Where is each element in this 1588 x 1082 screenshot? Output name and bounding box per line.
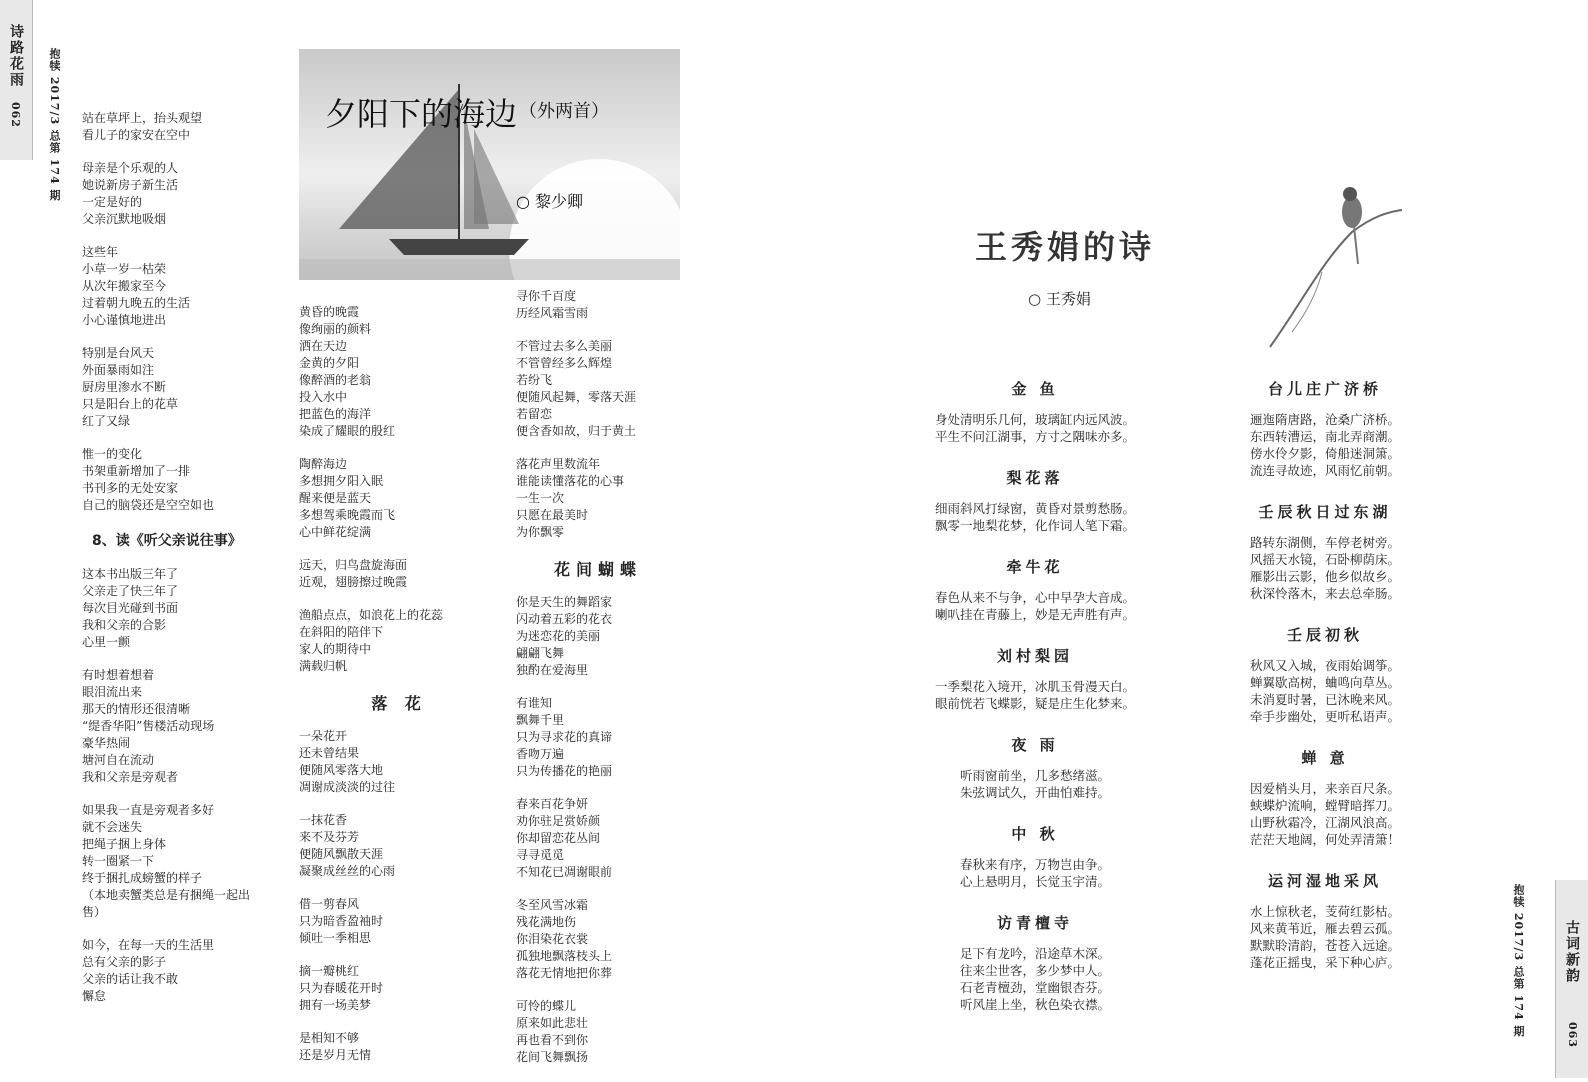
classical-poem-title: 壬辰秋日过东湖: [1258, 503, 1392, 521]
poem-line: 近观，翅膀擦过晚霞: [299, 575, 408, 589]
poem-line: 母亲是个乐观的人: [82, 161, 179, 175]
poem-line: 落花声里数流年: [516, 457, 601, 471]
classical-poem: [920, 467, 1150, 534]
classical-poem-line: 往来尘世客，多少梦中人。: [959, 963, 1110, 978]
poem-line: 投入水中: [299, 390, 348, 404]
stanza: [516, 695, 716, 780]
poem-line: 一抹花香: [299, 813, 348, 827]
poem-line: 把蓝色的海洋: [299, 407, 372, 421]
classical-poem: [920, 645, 1150, 712]
classical-poem-line: 足下有龙吟，沿途草木深。: [959, 946, 1110, 961]
classical-poem-title: 金 鱼: [1011, 380, 1059, 398]
poem-line: 像醉酒的老翁: [299, 373, 372, 387]
poem-line: 多想拥夕阳入眠: [299, 474, 384, 488]
classical-poem-title: 刘村梨园: [996, 647, 1073, 665]
classical-poem: [1235, 870, 1415, 971]
poem-line: 不知花已凋谢眼前: [516, 865, 613, 879]
poem-line: “缇香华阳”售楼活动现场: [82, 719, 215, 733]
classical-poem-line: 秋深怜落木，来去总牵肠。: [1249, 586, 1400, 601]
poem-line: 售）: [82, 905, 107, 919]
poem-line: 你泪染花衣裳: [516, 932, 589, 946]
classical-poem: [920, 734, 1150, 801]
banner-subtitle: （外两首）: [519, 101, 609, 122]
classical-poem-line: 东西转漕运，南北弄商潮。: [1249, 429, 1400, 444]
classical-poem-line: 春秋来有序，万物岂由争。: [959, 857, 1110, 872]
poem-line: 再也看不到你: [516, 1033, 589, 1047]
classical-poem-line: 平生不问江湖事，方寸之隅味亦多。: [934, 429, 1135, 444]
classical-poem-title: 台儿庄广济桥: [1267, 380, 1382, 398]
poem-line: 还未曾结果: [299, 746, 360, 760]
classical-poem-line: 牵手步幽处，更听私语声。: [1249, 709, 1400, 724]
stanza: [516, 338, 716, 440]
poem-line: 转一圈紧一下: [82, 854, 155, 868]
poem-line: 谁能读懂落花的心事: [516, 474, 625, 488]
column-3: [516, 288, 716, 1082]
stanza: [299, 557, 499, 591]
poem-line: 闪动着五彩的花衣: [516, 612, 613, 626]
poem-line: 来不及芬芳: [299, 830, 360, 844]
title-banner: [299, 49, 680, 280]
poem-line: 翩翩飞舞: [516, 646, 565, 660]
classical-poem-line: 逦迤隋唐路，沧桑广济桥。: [1249, 412, 1400, 427]
poem-line: 为你飘零: [516, 525, 565, 539]
column-3-stanzas-after: [516, 594, 716, 1066]
poem-line: 凝聚成丝丝的心雨: [299, 864, 396, 878]
classical-poem-line: 听风崖上坐，秋色染衣襟。: [959, 997, 1110, 1012]
classical-poem: [1235, 501, 1415, 602]
poem-title-butterfly: 花间蝴蝶: [554, 560, 643, 579]
stanza: [299, 728, 499, 796]
poem-line: 小心谨慎地进出: [82, 313, 167, 327]
poem-line: 寻你千百度: [516, 289, 577, 303]
poem-line: 若留恋: [516, 407, 553, 421]
stanza: [82, 566, 282, 651]
classical-poem: [1235, 747, 1415, 848]
poem-line: 塘河自在流动: [82, 753, 155, 767]
poem-line: 便随风飘散天涯: [299, 847, 384, 861]
column-3-stanzas-before: [516, 288, 716, 541]
column-1: [82, 110, 282, 1021]
poem-line: 豪华热闹: [82, 736, 131, 750]
poem-line: 有时想着想着: [82, 668, 155, 682]
classical-poem-line: 风摇天水镜，石卧柳荫床。: [1249, 552, 1400, 567]
poem-line: （本地卖蟹类总是有捆绳一起出: [82, 888, 251, 902]
poem-line: 懈怠: [82, 989, 107, 1003]
bird-on-branch-illustration: [1262, 182, 1407, 352]
classical-poem-line: 一季梨花入境开，冰肌玉骨漫天白。: [934, 679, 1135, 694]
poem-line: 为迷恋花的美丽: [516, 629, 601, 643]
poem-line: 多想驾乘晚霞而飞: [299, 508, 396, 522]
classical-poem-line: 水上惊秋老，芰荷红影枯。: [1249, 904, 1400, 919]
classical-poem-title: 中 秋: [1011, 825, 1059, 843]
poem-line: 摘一瓣桃红: [299, 964, 360, 978]
stanza: [516, 796, 716, 881]
banner-author: ○ 黎少卿: [516, 192, 584, 211]
stanza: [516, 288, 716, 322]
classical-poem-title: 牵牛花: [1006, 558, 1064, 576]
poem-line: 劝你驻足赏娇颜: [516, 814, 601, 828]
right-issue-info: 抱犊 2017/3 总第 174 期: [1512, 884, 1525, 1038]
column-2-stanzas-after: [299, 728, 499, 1064]
poem-line: 可怜的蝶儿: [516, 999, 577, 1013]
poem-line: 就不会迷失: [82, 820, 143, 834]
classical-poem: [920, 823, 1150, 890]
poem-line: 满载归帆: [299, 659, 348, 673]
classical-poems-left: [920, 378, 1150, 1035]
classical-poem-line: 蛱蝶炉流响，螳臂暗挥刀。: [1249, 798, 1400, 813]
classical-poem: [920, 912, 1150, 1013]
poem-line: 父亲沉默地吸烟: [82, 212, 167, 226]
stanza: [82, 244, 282, 329]
poem-line: 渔船点点，如浪花上的花蕊: [299, 608, 444, 622]
classical-poem-line: 眼前恍若飞蝶影，疑是庄生化梦来。: [934, 696, 1135, 711]
poem-line: 像绚丽的颜料: [299, 322, 372, 336]
poem-line: 家人的期待中: [299, 642, 372, 656]
classical-poem-title: 蝉 意: [1301, 749, 1349, 767]
poem-line: 如果我一直是旁观者多好: [82, 803, 215, 817]
right-page-title: 王秀娟的诗: [975, 228, 1156, 266]
left-column-label: 诗路花雨: [8, 24, 24, 88]
classical-poem-line: 身处清明乐几何，玻璃缸内远风波。: [934, 412, 1135, 427]
poem-line: 倾吐一季相思: [299, 931, 372, 945]
column-2: [299, 304, 499, 1080]
poem-line: 惟一的变化: [82, 447, 143, 461]
classical-poem-line: 流连寻故迹，风雨忆前朝。: [1249, 463, 1400, 478]
stanza: [299, 607, 499, 675]
poem-line: 落花无情地把你葬: [516, 966, 613, 980]
classical-poem: [920, 556, 1150, 623]
poem-line: 把绳子捆上身体: [82, 837, 167, 851]
classical-poem: [1235, 378, 1415, 479]
classical-poem-line: 默默聆清韵，苍苍入远途。: [1249, 938, 1400, 953]
poem-line: 不管过去多么美丽: [516, 339, 613, 353]
poem-line: 父亲走了快三年了: [82, 584, 179, 598]
poem-line: 凋谢成淡淡的过往: [299, 780, 396, 794]
stanza: [516, 998, 716, 1066]
classical-poem-line: 未消夏时暑，已沐晚来风。: [1249, 692, 1400, 707]
classical-poem: [920, 378, 1150, 445]
poem-line: 你却留恋花丛间: [516, 831, 601, 845]
poem-line: 不管曾经多么辉煌: [516, 356, 613, 370]
poem-line: 还是岁月无情: [299, 1048, 372, 1062]
poem-line: 拥有一场美梦: [299, 998, 372, 1012]
poem-line: 如今，在每一天的生活里: [82, 938, 215, 952]
poem-line: 看儿子的家安在空中: [82, 128, 191, 142]
poem-line: 从次年搬家至今: [82, 279, 167, 293]
poem-line: 有谁知: [516, 696, 553, 710]
poem-line: 醒来便是蓝天: [299, 491, 372, 505]
poem-line: 心中鲜花绽满: [299, 525, 372, 539]
classical-poem-line: 喇叭挂在青藤上，妙是无声胜有声。: [934, 607, 1135, 622]
stanza: [299, 963, 499, 1014]
poem-line: 便随风零落大地: [299, 763, 384, 777]
stanza: [299, 812, 499, 880]
sailboat-illustration: [299, 49, 680, 280]
classical-poem-title: 访青檀寺: [996, 914, 1073, 932]
poem-line: 那天的情形还很清晰: [82, 702, 191, 716]
poem-line: 她说新房子新生活: [82, 178, 179, 192]
poem-line: 春来百花争妍: [516, 797, 589, 811]
right-column-label: 古词新韵: [1564, 920, 1580, 984]
column-2-stanzas-before: [299, 304, 499, 675]
stanza: [299, 456, 499, 541]
poem-line: 你是天生的舞蹈家: [516, 595, 613, 609]
stanza: [299, 304, 499, 440]
right-page-author: ○ 王秀娟: [1028, 290, 1091, 308]
poem-line: 只为暗香盈袖时: [299, 914, 384, 928]
section-heading: 8、读《听父亲说往事》: [92, 533, 242, 549]
poem-title-luohua: 落 花: [371, 694, 427, 713]
classical-poem-line: 细雨斜风打绿窗，黄昏对景剪愁肠。: [934, 501, 1135, 516]
right-page-number: 063: [1566, 1022, 1579, 1048]
poem-line: 借一剪春风: [299, 897, 360, 911]
poem-line: 残花满地伤: [516, 915, 577, 929]
classical-poem: [1235, 624, 1415, 725]
classical-poems-right: [1235, 378, 1415, 993]
stanza: [82, 110, 282, 144]
classical-poem-line: 山野秋霜冷，江湖风浪高。: [1249, 815, 1400, 830]
stanza: [82, 160, 282, 228]
poem-line: 独酌在爱海里: [516, 663, 589, 677]
poem-line: 原来如此悲壮: [516, 1016, 589, 1030]
poem-line: 只是阳台上的花草: [82, 397, 179, 411]
classical-poem-line: 飘零一地梨花梦，化作词人笔下霜。: [934, 518, 1135, 533]
poem-line: 一定是好的: [82, 195, 143, 209]
poem-line: 我和父亲是旁观者: [82, 770, 179, 784]
poem-line: 陶醉海边: [299, 457, 348, 471]
stanza: [299, 1030, 499, 1064]
left-issue-info: 抱犊 2017/3 总第 174 期: [48, 48, 61, 202]
classical-poem-line: 因爱梢头月，来亲百尺条。: [1249, 781, 1400, 796]
poem-line: 心里一颤: [82, 635, 131, 649]
poem-line: 过着朝九晚五的生活: [82, 296, 191, 310]
classical-poem-title: 夜 雨: [1011, 736, 1059, 754]
stanza: [82, 446, 282, 514]
poem-line: 只为传播花的艳丽: [516, 764, 613, 778]
classical-poem-line: 春色从来不与争，心中早孕大音成。: [934, 590, 1135, 605]
poem-line: 便含香如故，归于黄土: [516, 424, 637, 438]
poem-line: 一朵花开: [299, 729, 348, 743]
poem-line: 只为春暖花开时: [299, 981, 384, 995]
poem-line: 父亲的话让我不敢: [82, 972, 179, 986]
stanza: [516, 594, 716, 679]
poem-line: 特别是台风天: [82, 346, 155, 360]
poem-line: 自己的脑袋还是空空如也: [82, 498, 215, 512]
poem-line: 小草一岁一枯荣: [82, 262, 167, 276]
poem-line: 若纷飞: [516, 373, 553, 387]
classical-poem-line: 心上悬明月，长觉玉宇清。: [959, 874, 1110, 889]
poem-line: 洒在天边: [299, 339, 348, 353]
poem-line: 书刊多的无处安家: [82, 481, 179, 495]
classical-poem-line: 秋风又入城，夜雨始调筝。: [1249, 658, 1400, 673]
poem-line: 这本书出版三年了: [82, 567, 179, 581]
classical-poem-line: 蓬花正摇曳，采下种心庐。: [1249, 955, 1400, 970]
poem-line: 金黄的夕阳: [299, 356, 360, 370]
classical-poem-title: 运河湿地采风: [1267, 872, 1382, 890]
stanza: [516, 897, 716, 982]
stanza: [516, 456, 716, 541]
poem-line: 是相知不够: [299, 1031, 360, 1045]
poem-line: 染成了耀眼的殷红: [299, 424, 396, 438]
poem-line: 这些年: [82, 245, 119, 259]
poem-line: 红了又绿: [82, 414, 131, 428]
banner-title: 夕阳下的海边: [325, 95, 518, 133]
poem-line: 寻寻觅觅: [516, 848, 565, 862]
poem-line: 在斜阳的陪伴下: [299, 625, 384, 639]
left-page-number: 062: [9, 102, 22, 128]
poem-line: 只愿在最美时: [516, 508, 589, 522]
column-1-stanzas-after: [82, 566, 282, 1005]
poem-line: 飘舞千里: [516, 713, 565, 727]
classical-poem-line: 风来黄苇近，雁去碧云孤。: [1249, 921, 1400, 936]
poem-line: 总有父亲的影子: [82, 955, 167, 969]
classical-poem-line: 傍水伶夕影，倚船迷洞箫。: [1249, 446, 1400, 461]
classical-poem-line: 雁影出云影，他乡似故乡。: [1249, 569, 1400, 584]
classical-poem-title: 壬辰初秋: [1286, 626, 1363, 644]
poem-line: 厨房里渗水不断: [82, 380, 167, 394]
stanza: [82, 667, 282, 786]
stanza: [82, 345, 282, 430]
classical-poem-line: 茫茫天地阔，何处弄清箫！: [1249, 832, 1400, 847]
stanza: [82, 802, 282, 921]
poem-line: 便随风起舞，零落天涯: [516, 390, 637, 404]
poem-line: 一生一次: [516, 491, 565, 505]
poem-line: 远天，归鸟盘旋海面: [299, 558, 408, 572]
poem-line: 每次目光碰到书面: [82, 601, 179, 615]
classical-poem-line: 朱弦调试久，开曲怕难持。: [959, 785, 1110, 800]
stanza: [299, 896, 499, 947]
poem-line: 历经风霜雪雨: [516, 306, 589, 320]
classical-poem-line: 听雨窗前坐，几多愁绪滋。: [959, 768, 1110, 783]
poem-line: 黄昏的晚霞: [299, 305, 360, 319]
poem-line: 站在草坪上，抬头观望: [82, 111, 203, 125]
poem-line: 香吻万遍: [516, 747, 565, 761]
poem-line: 终于捆扎成螃蟹的样子: [82, 871, 203, 885]
poem-line: 孤独地飘落枝头上: [516, 949, 613, 963]
poem-line: 眼泪流出来: [82, 685, 143, 699]
poem-line: 冬至风雪冰霜: [516, 898, 589, 912]
poem-line: 书架重新增加了一排: [82, 464, 191, 478]
column-1-stanzas-before: [82, 110, 282, 514]
classical-poem-line: 石老青檀劲，堂幽银杏芬。: [959, 980, 1110, 995]
poem-line: 花间飞舞飘扬: [516, 1050, 589, 1064]
classical-poem-line: 路转东湖侧，车停老树旁。: [1249, 535, 1400, 550]
poem-line: 我和父亲的合影: [82, 618, 167, 632]
stanza: [82, 937, 282, 1005]
classical-poem-title: 梨花落: [1006, 469, 1064, 487]
poem-line: 外面暴雨如注: [82, 363, 155, 377]
classical-poem-line: 蝉翼歇高树，蛐鸣向草丛。: [1249, 675, 1400, 690]
poem-line: 只为寻求花的真谛: [516, 730, 613, 744]
